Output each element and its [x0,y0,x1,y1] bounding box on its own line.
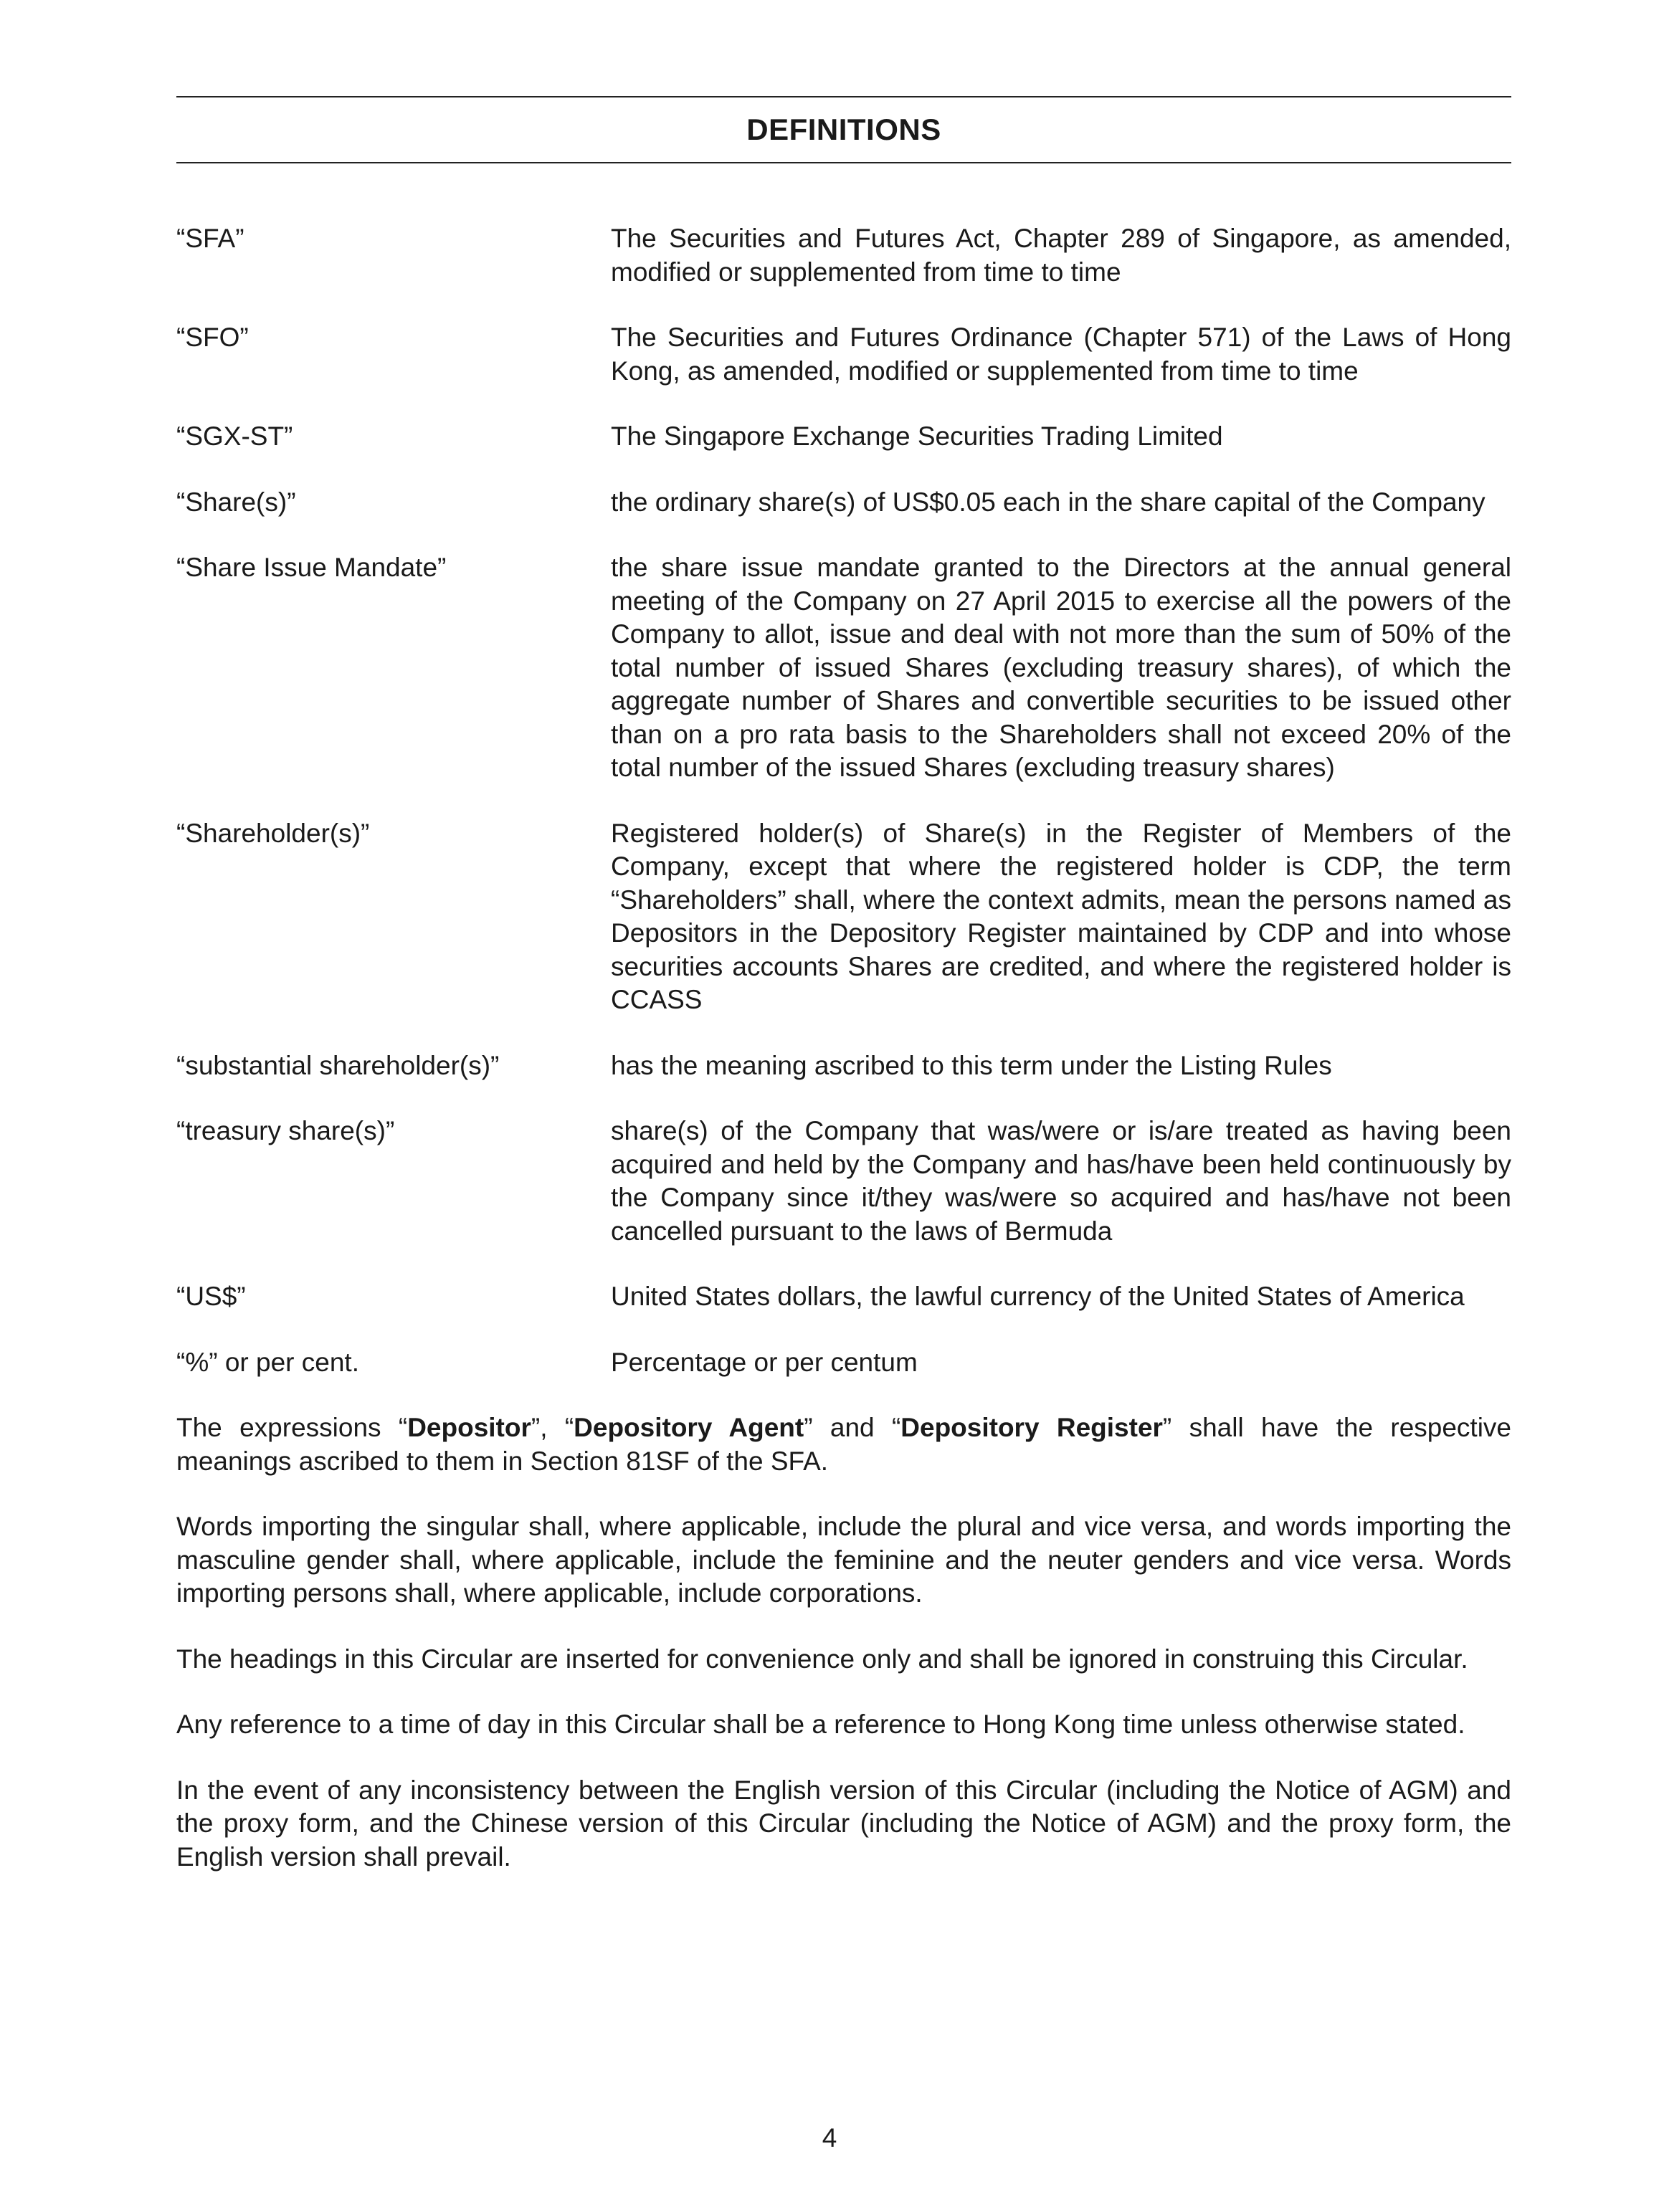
definition-row [176,420,1511,454]
expressions-text: ”, “ [531,1413,574,1442]
definition-row [176,1049,1511,1083]
definition-row [176,486,1511,520]
header-top-rule [176,96,1511,97]
paragraph-language-prevail: In the event of any inconsistency between the English version of this Circular (including the Notice of AGM) and the proxy form, and the Chinese version of this Circular (including the Notice of AGM) and the proxy form, the English version shall prevail. [176,1775,1511,1872]
definition-meaning: United States dollars, the lawful currency of the United States of America [611,1282,1465,1311]
definition-term: “Share(s)” [176,487,296,517]
definition-term: “Shareholder(s)” [176,818,370,848]
definitions-list [176,222,1511,1379]
definition-term: “Share Issue Mandate” [176,553,447,582]
definition-meaning: the ordinary share(s) of US$0.05 each in the share capital of the Company [611,487,1486,517]
definition-meaning: Percentage or per centum [611,1347,918,1377]
definition-meaning: The Securities and Futures Ordinance (Chapter 571) of the Laws of Hong Kong, as amended, modified or supplemented from time to time [611,323,1511,386]
page-number: 4 [822,2123,837,2153]
definition-meaning: Registered holder(s) of Share(s) in the Register of Members of the Company, except that where the registered holder is CDP, the term “Shareholders” shall, where the context admits, mean the persons named as Depositors in the Depository Register maintained by CDP and into whose securities accounts Shares are credited, and where the registered holder is CCASS [611,818,1511,1014]
expressions-text: ” shall have the respective meanings ascribed to them in Section 81SF of the SFA. [176,1413,1512,1476]
page-title: DEFINITIONS [746,113,941,146]
definition-term: “treasury share(s)” [176,1116,395,1145]
definition-term: “SGX-ST” [176,421,293,451]
term-depositor: Depositor [407,1413,531,1442]
definition-row [176,1115,1511,1248]
definition-meaning: has the meaning ascribed to this term under the Listing Rules [611,1050,1332,1080]
definition-meaning: The Securities and Futures Act, Chapter 289 of Singapore, as amended, modified or supplemented from time to time [611,224,1511,287]
definition-row [176,1346,1511,1380]
definition-term: “US$” [176,1282,246,1311]
definition-term: “%” or per cent. [176,1347,359,1377]
definition-row [176,1280,1511,1314]
paragraph-headings: The headings in this Circular are inserted for convenience only and shall be ignored in construing this Circular. [176,1644,1468,1674]
definition-row [176,817,1511,1017]
definition-meaning: The Singapore Exchange Securities Trading Limited [611,421,1223,451]
expressions-paragraph [176,1411,1511,1478]
definition-meaning: the share issue mandate granted to the Directors at the annual general meeting of the Company on 27 April 2015 to exercise all the powers of the Company to allot, issue and deal with not more than the sum of 50% of the total number of issued Shares (excluding treasury shares), of which the aggregate number of Shares and convertible securities to be issued other than on a pro rata basis to the Shareholders shall not exceed 20% of the total number of the issued Shares (excluding treasury shares) [611,553,1511,782]
interpretation-paragraphs [176,1411,1511,1874]
definition-row [176,321,1511,388]
paragraph-time-reference: Any reference to a time of day in this Circular shall be a reference to Hong Kong time unless otherwise stated. [176,1710,1465,1739]
definition-term: “substantial shareholder(s)” [176,1050,500,1080]
definition-row [176,222,1511,289]
definition-row [176,551,1511,785]
expressions-text: ” and “ [804,1413,901,1442]
paragraph-singular-plural: Words importing the singular shall, where applicable, include the plural and vice versa, and words importing the masculine gender shall, where applicable, include the feminine and the neuter genders and vice versa. Words importing persons shall, where applicable, include corporations. [176,1512,1511,1608]
header-bottom-rule [176,162,1511,163]
document-page [176,96,1511,1906]
definition-meaning: share(s) of the Company that was/were or is/are treated as having been acquired and held by the Company and has/have been held continuously by the Company since it/they was/were so acquired and has/have not been cancelled pursuant to the laws of Bermuda [611,1116,1511,1246]
expressions-text: The expressions “ [176,1413,408,1442]
definition-term: “SFO” [176,323,249,352]
term-depository-register: Depository Register [900,1413,1163,1442]
term-depository-agent: Depository Agent [574,1413,804,1442]
definition-term: “SFA” [176,224,244,253]
